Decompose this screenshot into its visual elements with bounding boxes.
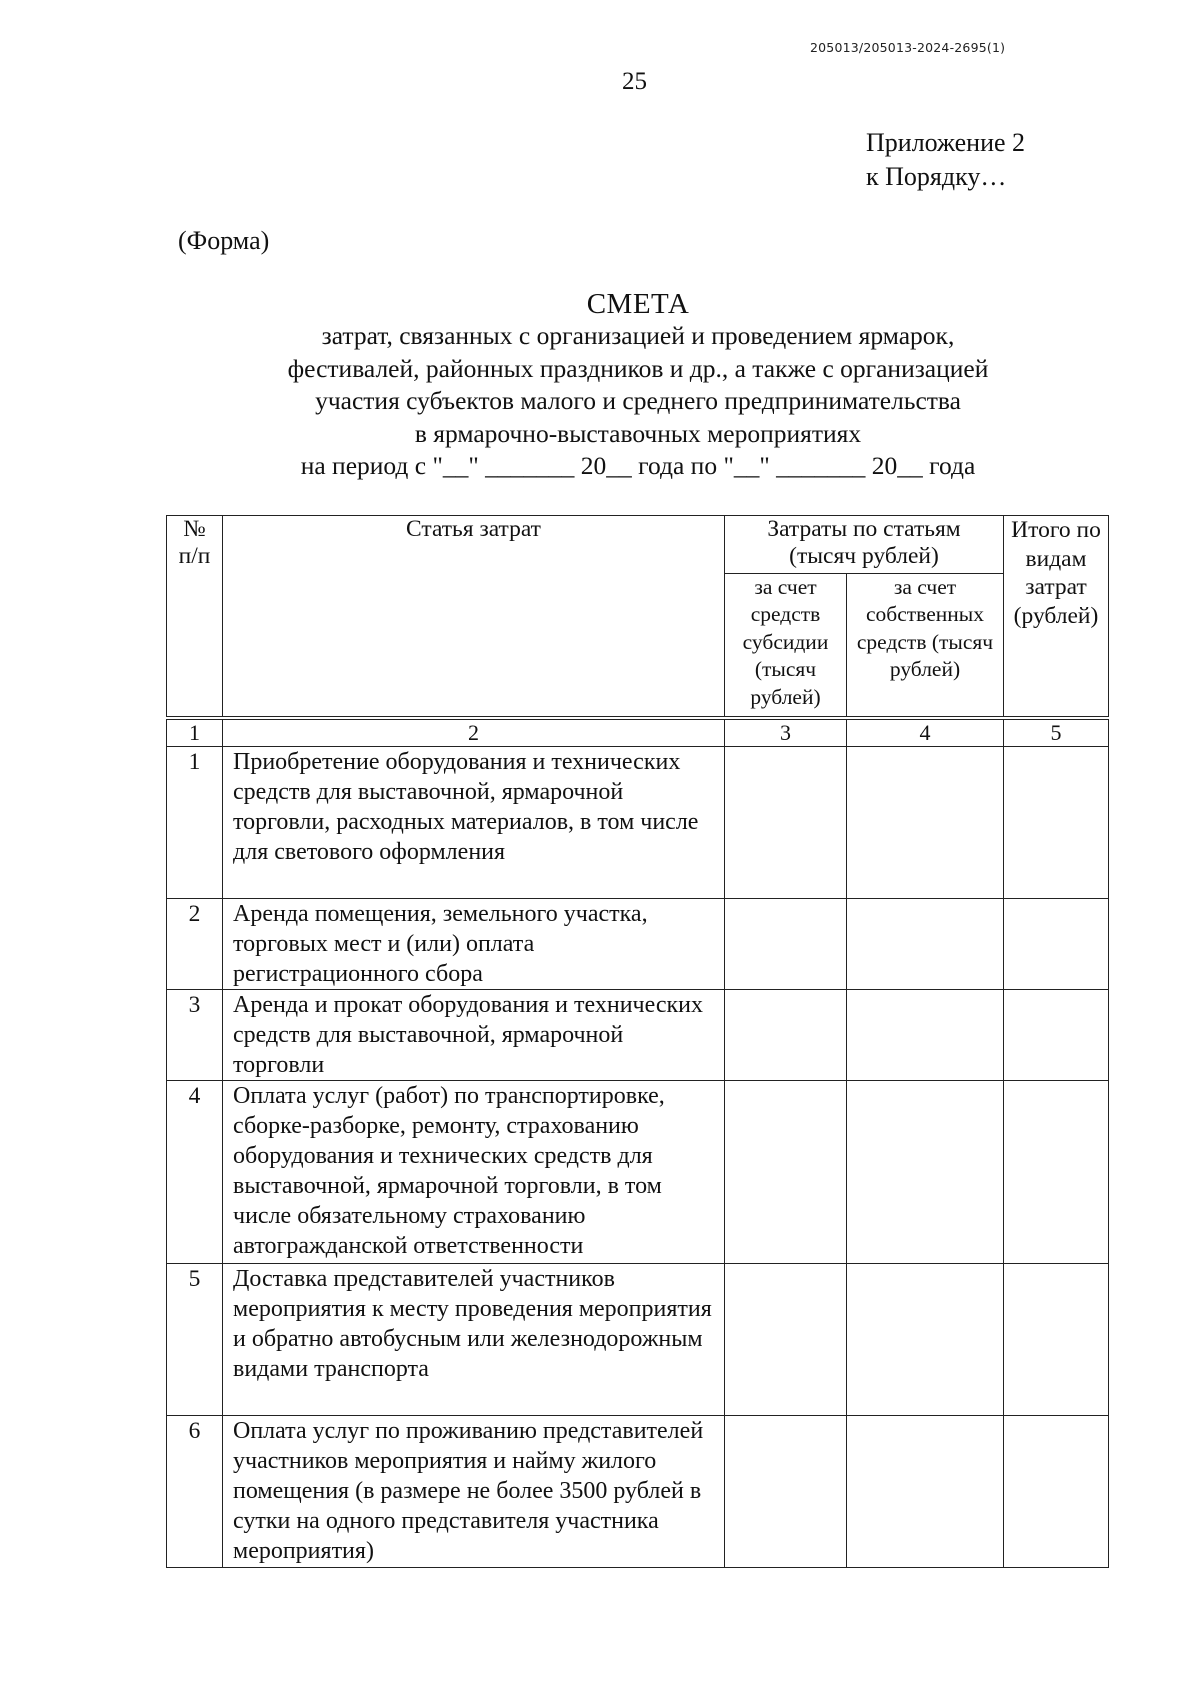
period-line: на период с "__" _______ 20__ года по "__" _______ 20__ года (300, 451, 976, 480)
subtitle-line-3: участия субъектов малого и среднего предпринимательства (315, 386, 961, 415)
row-subsidy-cell[interactable] (725, 747, 847, 899)
row-total-cell[interactable] (1004, 747, 1109, 899)
appendix-note (866, 126, 1025, 194)
subtitle-line-4: в ярмарочно-выставочных мероприятиях (414, 418, 862, 448)
header-costs-group: Затраты по статьям (тысяч рублей) (725, 516, 1004, 574)
row-number: 1 (167, 747, 223, 899)
row-total-cell[interactable] (1004, 1416, 1109, 1568)
page-number: 25 (622, 68, 647, 95)
table-row (167, 990, 1109, 1081)
document-id: 205013/205013-2024-2695(1) (810, 40, 1006, 55)
row-number: 6 (167, 1416, 223, 1568)
appendix-line-2: к Порядку… (866, 162, 1007, 191)
header-own: за счет собственных средств (тысяч рублей) (847, 573, 1004, 718)
column-number: 3 (725, 718, 847, 747)
row-number: 5 (167, 1264, 223, 1416)
column-number: 2 (223, 718, 725, 747)
row-cost-item: Аренда помещения, земельного участка, торговых мест и (или) оплата регистрационного сбора (223, 899, 725, 990)
table-row (167, 1081, 1109, 1264)
column-number: 4 (847, 718, 1004, 747)
title-main: СМЕТА (586, 288, 690, 320)
row-subsidy-cell[interactable] (725, 899, 847, 990)
column-number-row (167, 718, 1109, 747)
document-title (150, 288, 1126, 483)
row-cost-item: Аренда и прокат оборудования и технических средств для выставочной, ярмарочной торговли (223, 990, 725, 1081)
row-number: 4 (167, 1081, 223, 1264)
subtitle-line-1: затрат, связанных с организацией и проведением ярмарок, (321, 321, 955, 350)
row-cost-item: Оплата услуг (работ) по транспортировке, сборке-разборке, ремонту, страхованию оборудования и технических средств для выставочной, ярмарочной торговли, в том числе обязательному страхованию автогражданской ответственности (223, 1081, 725, 1264)
table-row (167, 747, 1109, 899)
row-own-cell[interactable] (847, 1264, 1004, 1416)
row-subsidy-cell[interactable] (725, 1416, 847, 1568)
header-item: Статья затрат (223, 516, 725, 719)
table-row (167, 1416, 1109, 1568)
header-total: Итого по видам затрат (рублей) (1004, 516, 1109, 719)
row-subsidy-cell[interactable] (725, 1264, 847, 1416)
appendix-line-1: Приложение 2 (866, 128, 1026, 157)
table-header-row (167, 516, 1109, 574)
column-number: 5 (1004, 718, 1109, 747)
row-own-cell[interactable] (847, 1081, 1004, 1264)
row-subsidy-cell[interactable] (725, 990, 847, 1081)
row-total-cell[interactable] (1004, 899, 1109, 990)
row-cost-item: Доставка представителей участников мероприятия к месту проведения мероприятия и обратно автобусным или железнодорожным видами транспорта (223, 1264, 725, 1416)
row-total-cell[interactable] (1004, 1081, 1109, 1264)
row-own-cell[interactable] (847, 899, 1004, 990)
row-number: 3 (167, 990, 223, 1081)
row-own-cell[interactable] (847, 747, 1004, 899)
header-num: № п/п (167, 516, 223, 719)
table-row (167, 899, 1109, 990)
header-subsidy: за счет средств субсидии (тысяч рублей) (725, 573, 847, 718)
form-label: (Форма) (178, 226, 270, 255)
row-cost-item: Приобретение оборудования и технических средств для выставочной, ярмарочной торговли, расходных материалов, в том числе для светового оформления (223, 747, 725, 899)
row-total-cell[interactable] (1004, 990, 1109, 1081)
row-own-cell[interactable] (847, 990, 1004, 1081)
row-subsidy-cell[interactable] (725, 1081, 847, 1264)
row-cost-item: Оплата услуг по проживанию представителей участников мероприятия и найму жилого помещения (в размере не более 3500 рублей в сутки на одного представителя участника мероприятия) (223, 1416, 725, 1568)
row-number: 2 (167, 899, 223, 990)
column-number: 1 (167, 718, 223, 747)
cost-estimate-table (166, 515, 1109, 1568)
row-own-cell[interactable] (847, 1416, 1004, 1568)
table-row (167, 1264, 1109, 1416)
row-total-cell[interactable] (1004, 1264, 1109, 1416)
subtitle-line-2: фестивалей, районных праздников и др., а также с организацией (287, 353, 989, 383)
